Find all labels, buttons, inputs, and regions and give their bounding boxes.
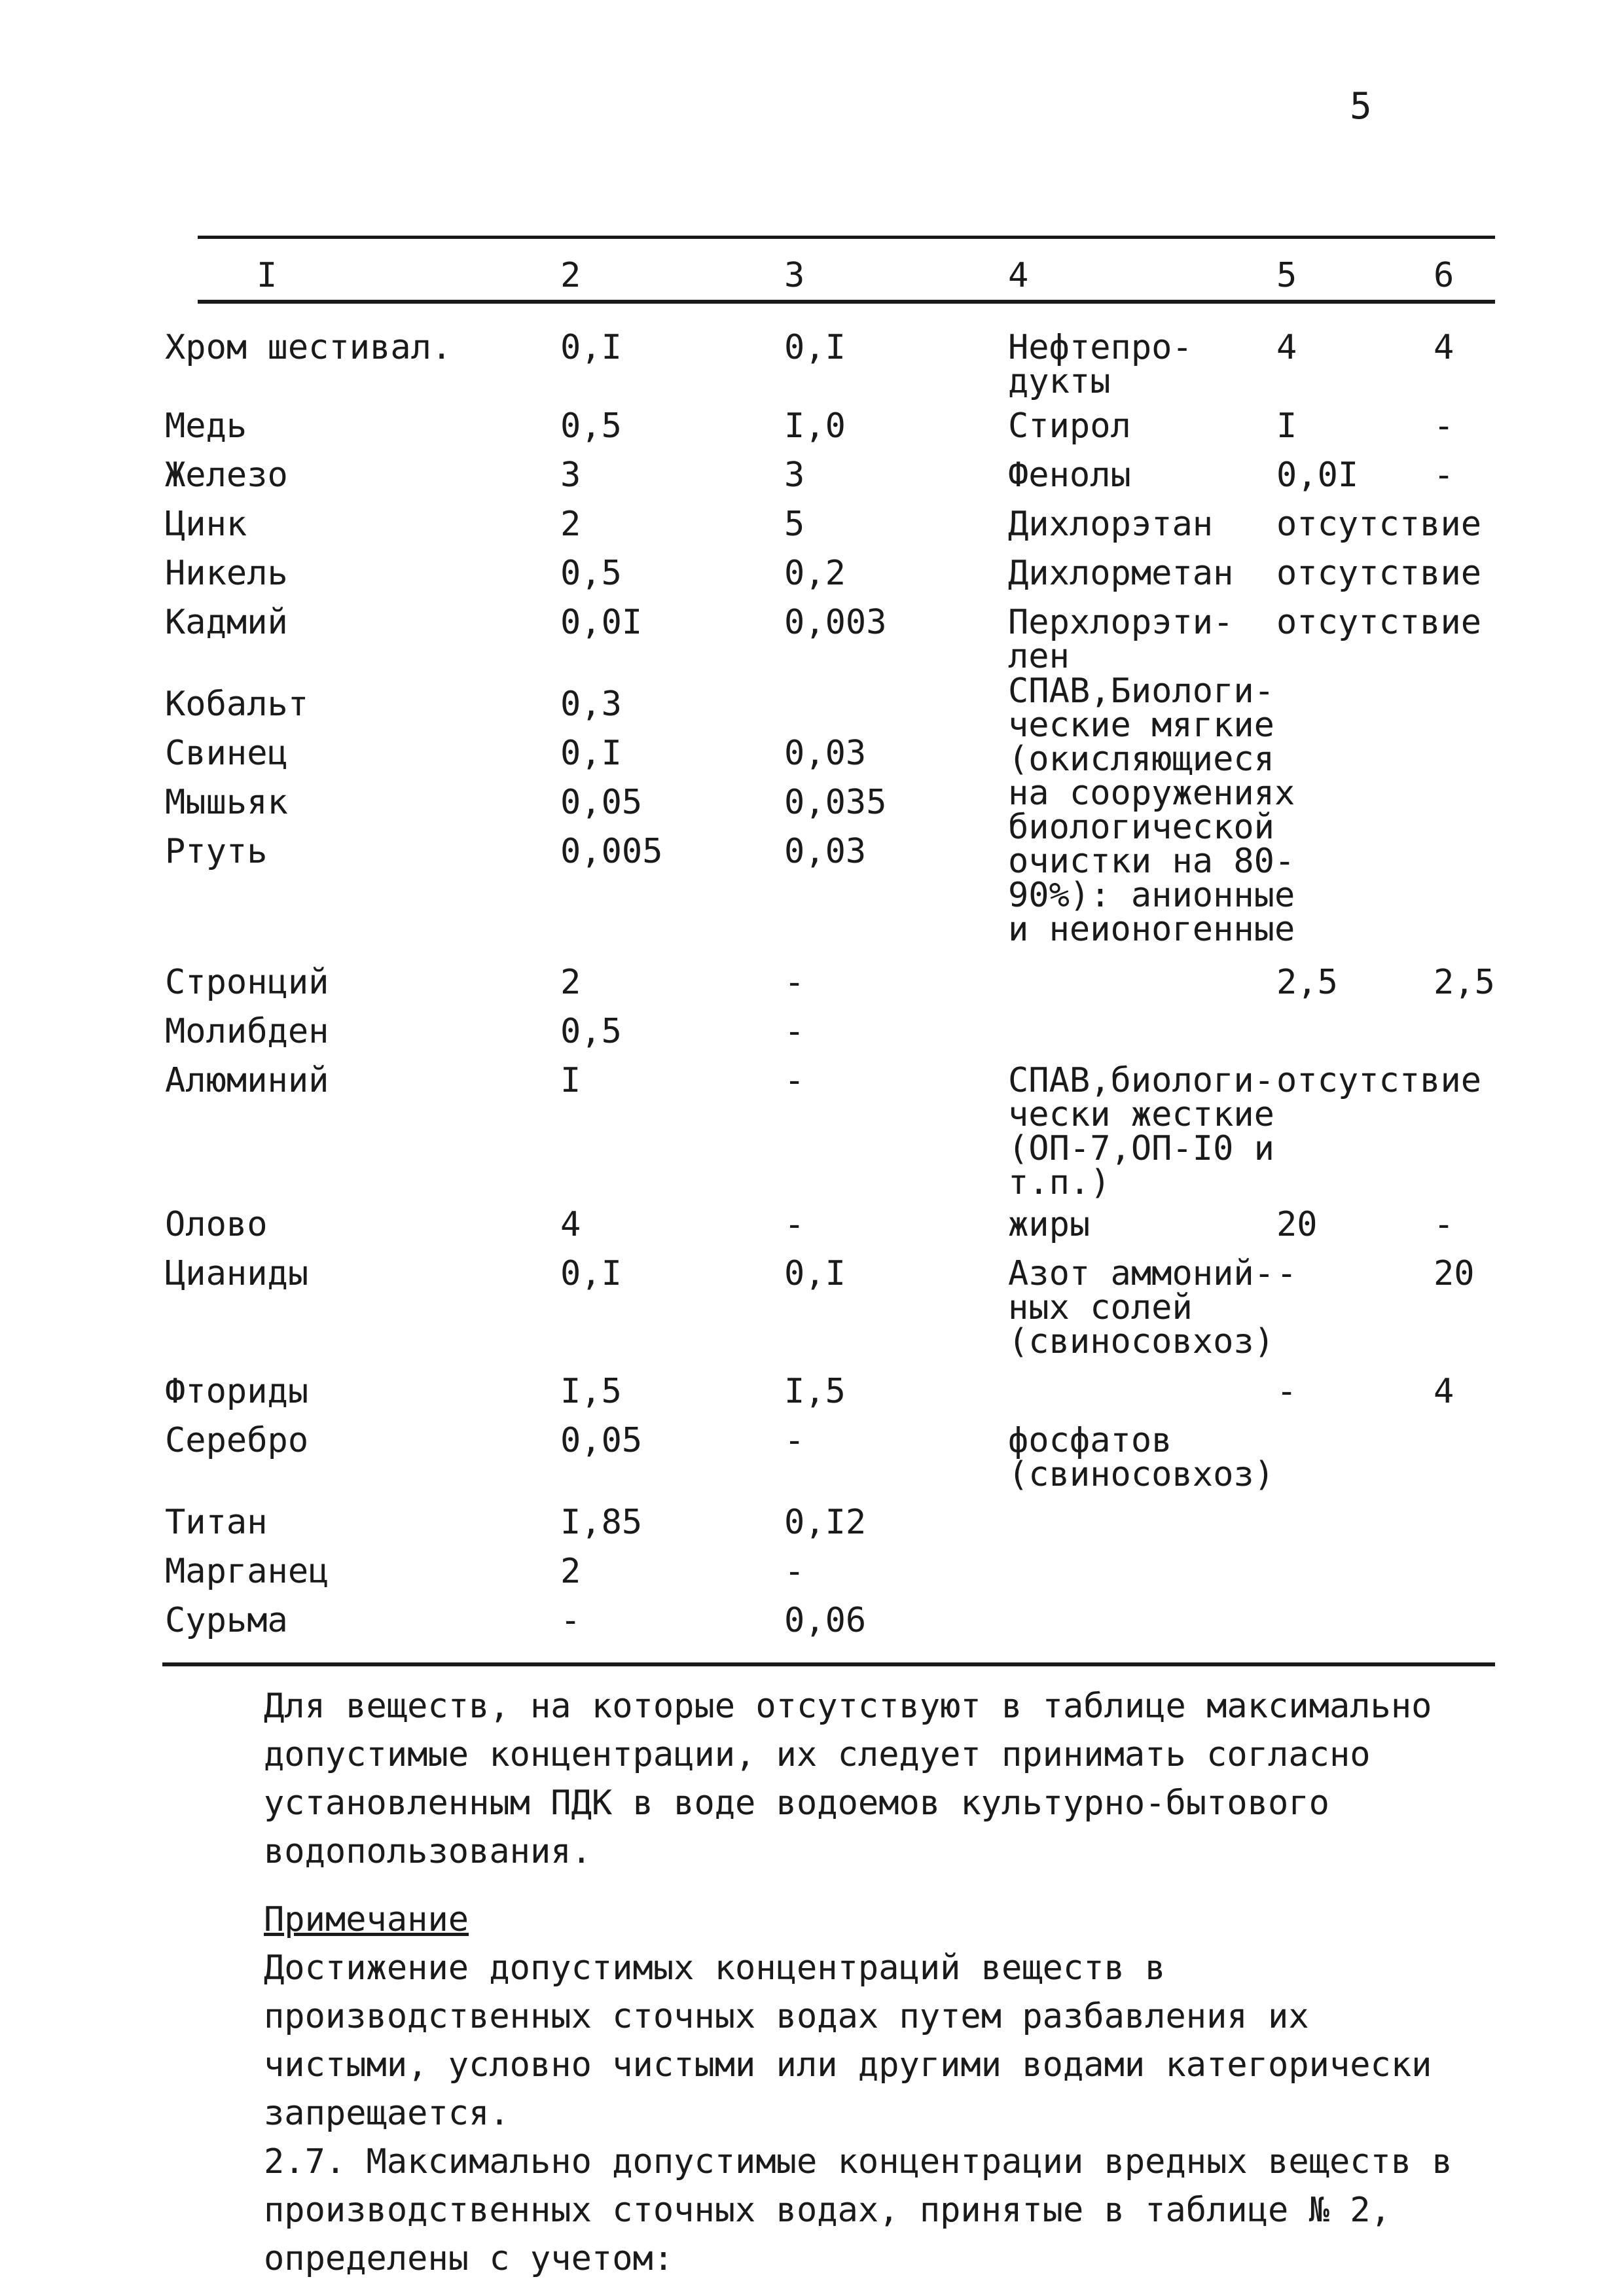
column-header: I (257, 256, 278, 295)
table-cell: Хром шестивал. (165, 328, 452, 367)
table-cell: 0,I (560, 328, 622, 367)
table-cell: 0,03 (784, 832, 867, 871)
table-cell: I,5 (784, 1372, 846, 1411)
table-cell: Стирол (1008, 406, 1131, 446)
table-cell: I,85 (560, 1503, 643, 1542)
table-cell: Стронций (165, 963, 329, 1002)
table-cell: 20 (1434, 1254, 1475, 1293)
table-cell-spav-soft: СПАВ,Биологи- ческие мягкие (окисляющиеся на сооружениях биологической очистки на 80- 90%): анионные и неионогенные (1008, 672, 1295, 949)
column-header: 4 (1008, 256, 1029, 295)
table-cell: Фториды (165, 1372, 309, 1411)
table-cell: - (1276, 1254, 1297, 1293)
table-cell: 2 (560, 963, 581, 1002)
table-cell: Олово (165, 1205, 268, 1244)
table-cell: отсутствие (1276, 505, 1482, 544)
table-cell: - (1434, 406, 1454, 446)
table-cell: фосфатов (свиносовхоз) (1008, 1421, 1274, 1494)
table-cell: Мышьяк (165, 783, 288, 822)
table-cell: 2 (560, 1552, 581, 1591)
table-cell: 0,05 (560, 1421, 643, 1460)
table-cell: 20 (1276, 1205, 1318, 1244)
table-top-rule (198, 236, 1495, 239)
table-cell: Сурьма (165, 1601, 288, 1640)
table-cell: Цианиды (165, 1254, 309, 1293)
table-cell: - (560, 1601, 581, 1640)
column-header: 2 (560, 256, 581, 295)
table-cell: I (1276, 406, 1297, 446)
table-cell: Железо (165, 456, 288, 495)
table-cell: 0,035 (784, 783, 887, 822)
table-cell: Дихлорметан (1008, 554, 1234, 593)
text-body (162, 1682, 1485, 2283)
table-cell: 0,0I (1276, 456, 1359, 495)
table-cell: 0,03 (784, 734, 867, 773)
table-cell: 0,5 (560, 1012, 622, 1051)
table-cell: I (560, 1061, 581, 1100)
table-cell: 0,003 (784, 603, 887, 642)
table-cell: 0,I (560, 1254, 622, 1293)
column-header: 3 (784, 256, 805, 295)
table-cell: Перхлорэти- лен (1008, 603, 1234, 676)
table-cell: Фенолы (1008, 456, 1131, 495)
table-cell: I,5 (560, 1372, 622, 1411)
table-cell: СПАВ,биологи- чески жесткие (ОП-7,ОП-I0 и т.п.) (1008, 1061, 1274, 1202)
table-cell: Свинец (165, 734, 288, 773)
table-cell: 4 (1434, 1372, 1454, 1411)
table-cell: Нефтепро- дукты (1008, 328, 1193, 401)
table-cell: 0,I (784, 328, 846, 367)
table-cell: 0,5 (560, 554, 622, 593)
table-cell: 4 (1276, 328, 1297, 367)
table-cell: I,0 (784, 406, 846, 446)
note-text: Достижение допустимых концентраций веществ в производственных сточных водах путем разбавления их чистыми, условно чистыми или другими водами категорически запрещается. (264, 1948, 1432, 2133)
table-cell: Кобальт (165, 685, 309, 724)
column-header: 5 (1276, 256, 1297, 295)
table-cell: 0,I (560, 734, 622, 773)
table-cell: Никель (165, 554, 288, 593)
table-cell: - (784, 963, 805, 1002)
table-cell: Марганец (165, 1552, 329, 1591)
table-cell: 0,05 (560, 783, 643, 822)
table-cell: Цинк (165, 505, 247, 544)
table-cell: 5 (784, 505, 805, 544)
table-cell: 4 (560, 1205, 581, 1244)
table-cell: 4 (1434, 328, 1454, 367)
column-header: 6 (1434, 256, 1454, 295)
table-cell: Алюминий (165, 1061, 329, 1100)
table-cell: Ртуть (165, 832, 268, 871)
table-cell: отсутствие (1276, 1061, 1482, 1100)
table-cell: 0,I (784, 1254, 846, 1293)
table-cell: Кадмий (165, 603, 288, 642)
table-cell: - (784, 1012, 805, 1051)
table-cell: 2 (560, 505, 581, 544)
table-cell: Титан (165, 1503, 268, 1542)
page-number: 5 (1350, 85, 1372, 128)
section-2-7: 2.7. Максимально допустимые концентрации вредных веществ в производственных сточных водах, принятые в таблице № 2, определены с учетом: (264, 2142, 1453, 2278)
table-cell: 0,06 (784, 1601, 867, 1640)
table-cell: 2,5 (1434, 963, 1495, 1002)
table-cell: Серебро (165, 1421, 309, 1460)
table-cell: 0,0I (560, 603, 643, 642)
table-cell: Дихлорэтан (1008, 505, 1214, 544)
table-cell: Медь (165, 406, 247, 446)
table-header-rule (198, 300, 1495, 304)
table-cell: - (784, 1552, 805, 1591)
table-cell: Молибден (165, 1012, 329, 1051)
table-cell: жиры (1008, 1205, 1091, 1244)
table-cell: - (784, 1421, 805, 1460)
table-cell: 3 (784, 456, 805, 495)
table-cell: отсутствие (1276, 554, 1482, 593)
table-cell: 2,5 (1276, 963, 1338, 1002)
table-bottom-rule (162, 1662, 1495, 1666)
table-cell: - (1276, 1372, 1297, 1411)
table-cell: 0,I2 (784, 1503, 867, 1542)
table-cell: 0,3 (560, 685, 622, 724)
table-cell: отсутствие (1276, 603, 1482, 642)
table-cell: - (1434, 456, 1454, 495)
paragraph-missing-mac: Для веществ, на которые отсутствуют в таблице максимально допустимые концентрации, их следует принимать согласно установленным ПДК в воде водоемов культурно-бытового водопользования. (264, 1687, 1432, 1871)
table-cell: 0,005 (560, 832, 663, 871)
table-cell: 3 (560, 456, 581, 495)
table-cell: 0,5 (560, 406, 622, 446)
table-cell: - (784, 1205, 805, 1244)
table-cell: - (784, 1061, 805, 1100)
note-title: Примечание (264, 1900, 469, 1939)
table-cell: - (1434, 1205, 1454, 1244)
table-cell: 0,2 (784, 554, 846, 593)
table-cell: Азот аммоний- ных солей (свиносовхоз) (1008, 1254, 1274, 1361)
